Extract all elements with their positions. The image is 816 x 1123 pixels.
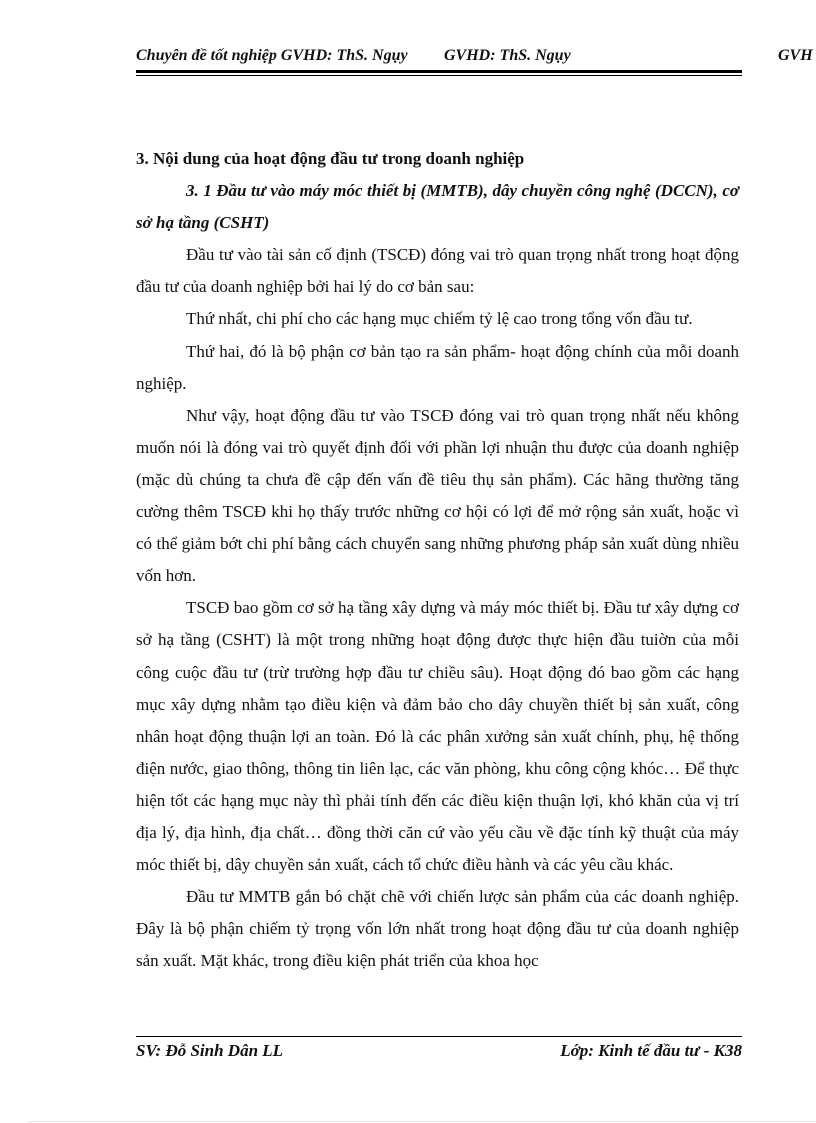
footer-student: SV: Đỗ Sinh Dân LL bbox=[136, 1041, 284, 1060]
subsection-title: 3. 1 Đầu tư vào máy móc thiết bị (MMTB), dây chuyền công nghệ (DCCN), cơ sở hạ tầng (CSHT) bbox=[136, 181, 739, 233]
paragraph: Đầu tư MMTB gắn bó chặt chẽ với chiến lược sản phẩm của các doanh nghiệp. Đây là bộ phận chiếm tỷ trọng vốn lớn nhất trong hoạt động đầu tư của doanh nghiệp sản xuất. Mặt khác, trong điều kiện phát triển của khoa học bbox=[136, 887, 739, 971]
header-advisor-truncated: GVH bbox=[778, 47, 813, 64]
paragraph: Thứ nhất, chi phí cho các hạng mục chiếm tỷ lệ cao trong tổng vốn đầu tư. bbox=[186, 309, 693, 329]
paragraph: Như vậy, hoạt động đầu tư vào TSCĐ đóng vai trò quan trọng nhất nếu không muốn nói là đóng vai trò quyết định đối với phần lợi nhuận thu được của doanh nghiệp (mặc dù chúng ta chưa đề cập đến vấn đề tiêu thụ sản phẩm). Các hãng thường tăng cường thêm TSCĐ khi họ thấy trước những cơ hội có lợi để mở rộng sản xuất, hoặc vì có thể giảm bớt chi phí bằng cách chuyển sang những phương pháp sản xuất dùng nhiều vốn hơn. bbox=[136, 405, 739, 586]
header-advisor: GVHD: ThS. Ngụy bbox=[444, 47, 571, 64]
paragraph: Đầu tư vào tài sản cố định (TSCĐ) đóng vai trò quan trọng nhất trong hoạt động đầu tư của doanh nghiệp bởi hai lý do cơ bản sau: bbox=[136, 245, 739, 297]
header-rule-thin bbox=[136, 75, 742, 76]
section-title: 3. Nội dung của hoạt động đầu tư trong doanh nghiệp bbox=[136, 149, 525, 168]
header-title: Chuyên đề tốt nghiệp GVHD: ThS. Ngụy bbox=[136, 47, 408, 64]
header-rule bbox=[136, 70, 742, 73]
document-body bbox=[136, 143, 739, 977]
footer-rule bbox=[136, 1036, 742, 1037]
page-footer bbox=[136, 1041, 742, 1063]
page-bottom-edge bbox=[28, 1121, 816, 1122]
footer-class: Lớp: Kinh tế đầu tư - K38 bbox=[560, 1041, 742, 1060]
paragraph: TSCĐ bao gồm cơ sở hạ tầng xây dựng và máy móc thiết bị. Đầu tư xây dựng cơ sở hạ tầng (CSHT) là một trong những hoạt động được thực hiện đầu tuiờn của mỗi công cuộc đầu tư (trừ trường hợp đầu tư chiều sâu). Hoạt động đó bao gồm các hạng mục xây dựng nhằm tạo điều kiện và đảm bảo cho dây chuyền thiết bị sản xuất, công nhân hoạt động thuận lợi an toàn. Đó là các phân xưởng sản xuất chính, phụ, hệ thống điện nước, giao thông, thông tin liên lạc, các văn phòng, khu công cộng khóc… Để thực hiện tốt các hạng mục này thì phải tính đến các điều kiện thuận lợi, khó khăn của vị trí địa lý, địa hình, địa chất… đồng thời căn cứ vào yếu cầu về đặc tính kỹ thuật của máy móc thiết bị, dây chuyền sản xuất, cách tổ chức điều hành và các yêu cầu khác. bbox=[136, 598, 739, 875]
paragraph: Thứ hai, đó là bộ phận cơ bản tạo ra sản phẩm- hoạt động chính của mỗi doanh nghiệp. bbox=[136, 341, 739, 393]
page-header bbox=[136, 47, 816, 71]
